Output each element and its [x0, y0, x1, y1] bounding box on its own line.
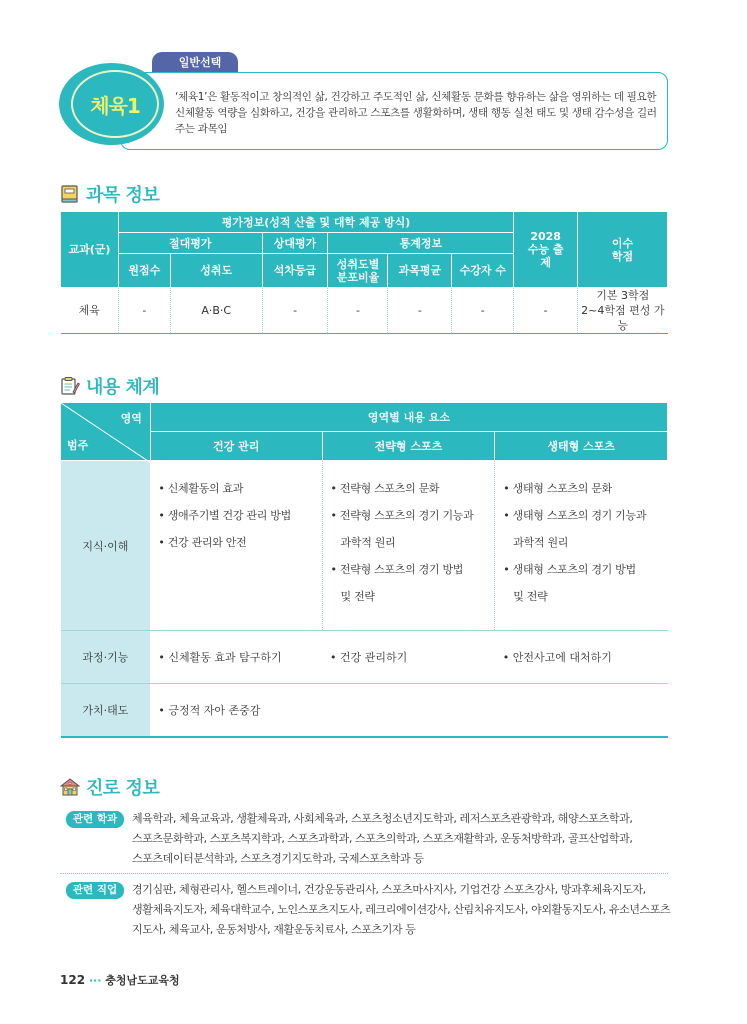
header-rank: 석차등급 — [262, 254, 328, 288]
page-footer — [60, 972, 180, 988]
cell-process-health: • 신체활동 효과 탐구하기 — [150, 631, 322, 684]
header-relative: 상대평가 — [262, 233, 328, 254]
cell-achievement: A·B·C — [170, 288, 262, 334]
column-header: 생태형 스포츠 — [495, 432, 668, 461]
cell-value: • 긍정적 자아 존중감 — [150, 684, 667, 737]
cell-process-strategy: • 건강 관리하기 — [322, 631, 495, 684]
page-number: 122 — [60, 973, 86, 987]
section-title-subject-info: 과목 정보 — [86, 185, 160, 206]
cell-exam: - — [514, 288, 578, 334]
header-eval: 평가정보(성적 산출 및 대학 제공 방식) — [118, 212, 513, 233]
subject-badge — [71, 70, 159, 138]
header-achievement: 성취도 — [170, 254, 262, 288]
content-system-table — [60, 402, 668, 738]
header-raw: 원점수 — [118, 254, 170, 288]
cell-process-ecology: • 안전사고에 대처하기 — [495, 631, 668, 684]
cell-knowledge-ecology: • 생태형 스포츠의 문화 • 생태형 스포츠의 경기 기능과 과학적 원리 • 생태형 스포츠의 경기 방법 및 전략 — [495, 461, 668, 631]
section-title-career: 진로 정보 — [86, 778, 160, 799]
cell-credit: 기본 3학점 2~4학점 편성 가능 — [578, 288, 668, 334]
row-label-process: 과정·기능 — [61, 631, 151, 684]
row-label-knowledge: 지식·이해 — [61, 461, 151, 631]
dept-tag: 관련 학과 — [66, 811, 124, 828]
elective-tab: 일반선택 — [152, 52, 238, 73]
subject-title: 체육1 — [90, 93, 140, 118]
footer-org: 충청남도교육청 — [105, 974, 180, 987]
dept-list: 체육학과, 체육교육과, 생활체육과, 사회체육과, 스포츠청소년지도학과, 레저스포츠관광학과, 해양스포츠학과, 스포츠문화학과, 스포츠복지학과, 스포츠과학과, 스포츠의학과, 스포츠재활학과, 운동처방학과, 골프산업학과, 스포츠데이터분석학과, 스포츠경기지도학과, 국제스포츠학과 등 — [132, 812, 633, 865]
section-content-system — [60, 373, 159, 399]
cell-raw: - — [118, 288, 170, 334]
corner-cell — [61, 403, 151, 461]
table-row — [61, 631, 668, 684]
header-credit: 이수 학점 — [578, 212, 668, 288]
table-row — [61, 461, 668, 631]
header-exam: 2028 수능 출제 — [514, 212, 578, 288]
header-stats: 통계정보 — [328, 233, 514, 254]
header-count: 수강자 수 — [452, 254, 514, 288]
cell-distribution: - — [328, 288, 388, 334]
header-absolute: 절대평가 — [118, 233, 262, 254]
corner-bottom-label: 범주 — [67, 439, 89, 452]
table-row — [61, 288, 668, 334]
section-title-content-system: 내용 체계 — [86, 377, 160, 398]
subject-info-table — [60, 211, 668, 334]
column-header: 전략형 스포츠 — [322, 432, 495, 461]
row-label-value: 가치·태도 — [61, 684, 151, 737]
header-group: 교과(군) — [61, 212, 119, 288]
intro-text: ‘체육1’은 활동적이고 창의적인 삶, 건강하고 주도적인 삶, 신체활동 문화를 향유하는 삶을 영위하는 데 필요한 신체활동 역량을 심화하고, 건강을 관리하고 스포츠를 생활화하며, 생태 행동 실천 태도 및 생태 감수성을 길러주는 과목임 — [175, 91, 657, 135]
section-subject-info — [60, 181, 159, 207]
career-divider — [60, 873, 668, 874]
section-career — [60, 774, 159, 800]
header-distribution: 성취도별 분포비율 — [328, 254, 388, 288]
elements-header: 영역별 내용 요소 — [150, 403, 667, 432]
school-icon — [60, 777, 80, 797]
job-list: 경기심판, 체형관리사, 헬스트레이너, 건강운동관리사, 스포츠마사지사, 기업건강 스포츠강사, 방과후체육지도자, 생활체육지도자, 체육대학교수, 노인스포츠지도사, 레크리에이션강사, 산림치유지도사, 야외활동지도사, 유소년스포츠 지도사, 체육교사, 운동처방사, 재활운동치료사, 스포츠기자 등 — [132, 883, 671, 936]
corner-top-label: 영역 — [120, 412, 142, 425]
cell-group: 체육 — [61, 288, 119, 334]
cell-rank: - — [262, 288, 328, 334]
cell-count: - — [452, 288, 514, 334]
header-avg: 과목평균 — [388, 254, 452, 288]
job-tag: 관련 직업 — [66, 882, 124, 899]
clipboard-pencil-icon — [60, 376, 80, 396]
table-row — [61, 684, 668, 737]
cell-knowledge-strategy: • 전략형 스포츠의 문화 • 전략형 스포츠의 경기 기능과 과학적 원리 • 전략형 스포츠의 경기 방법 및 전략 — [322, 461, 495, 631]
cell-knowledge-health: • 신체활동의 효과 • 생애주기별 건강 관리 방법 • 건강 관리와 안전 — [150, 461, 322, 631]
column-header: 건강 관리 — [150, 432, 322, 461]
cell-avg: - — [388, 288, 452, 334]
book-icon — [60, 184, 80, 204]
footer-dots: ··· — [88, 974, 102, 987]
